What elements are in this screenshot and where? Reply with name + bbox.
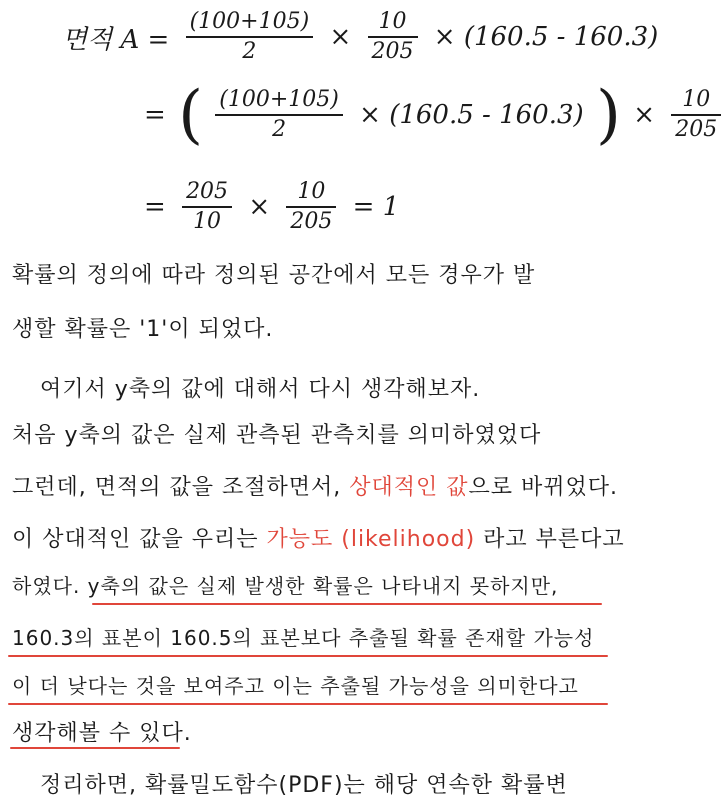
area-label: 면적 A = (62, 24, 170, 55)
red-underline-1 (92, 603, 602, 605)
right-paren: ) (595, 78, 621, 152)
inner-fraction: $\frac{(100+105)}{2}$ (215, 86, 343, 144)
paragraph-1-line-1: 확률의 정의에 따라 정의된 공간에서 모든 경우가 발 (12, 263, 536, 288)
fraction-205-over-10: $\frac{205}{10}$ (182, 178, 232, 236)
fraction-ten-over-205: $\frac{10}{205}$ (368, 8, 418, 66)
paragraph-3-line-3: 160.3의 표본이 160.5의 표본보다 추출될 확률 존재할 가능성 (12, 626, 595, 650)
fraction-10-over-205-c: $\frac{10}{205}$ (286, 178, 336, 236)
paragraph-2-line-3: 그런데, 면적의 값을 조절하면서, 상대적인 값으로 바뀌었다. (12, 475, 619, 500)
fraction-sum-over-two: $\frac{(100+105)}{2}$ (186, 8, 314, 66)
red-underline-3 (8, 703, 608, 705)
equation-line-1: 면적 A = $\frac{(100+105)}{2}$ × $\frac{10}{205}$ × (160.5 - 160.3) (62, 9, 659, 64)
left-paren: ( (178, 78, 204, 152)
paragraph-3-line-4: 이 더 낮다는 것을 보여주고 이는 추출될 가능성을 의미한다고 (12, 674, 579, 698)
relative-value-highlight: 상대적인 값 (349, 475, 469, 500)
equation-line-3: = $\frac{205}{10}$ × $\frac{10}{205}$ = 1 (144, 179, 400, 234)
equation-line-2: = ( $\frac{(100+105)}{2}$ × (160.5 - 160.3) ) × $\frac{10}{205}$ (140, 78, 725, 152)
red-underline-4 (10, 747, 180, 749)
red-underline-2 (8, 655, 608, 657)
paragraph-2-line-1: 여기서 y축의 값에 대해서 다시 생각해보자. (40, 377, 481, 402)
paragraph-1-line-2: 생할 확률은 '1'이 되었다. (12, 317, 274, 342)
paragraph-2-line-2: 처음 y축의 값은 실제 관측된 관측치를 의미하였었다 (12, 423, 542, 448)
paragraph-3-line-1: 이 상대적인 값을 우리는 가능도 (likelihood) 라고 부른다고 (12, 527, 625, 552)
paragraph-3-line-5: 생각해볼 수 있다. (12, 721, 192, 746)
result-one: = 1 (352, 192, 400, 222)
width-term: × (160.5 - 160.3) (433, 22, 659, 52)
fraction-ten-over-205-b: $\frac{10}{205}$ (671, 86, 721, 144)
likelihood-highlight: 가능도 (likelihood) (266, 527, 476, 552)
paragraph-4-line-1: 정리하면, 확률밀도함수(PDF)는 해당 연속한 확률변 (40, 773, 568, 798)
paragraph-3-line-2: 하였다. y축의 값은 실제 발생한 확률은 나타내지 못하지만, (12, 574, 559, 598)
